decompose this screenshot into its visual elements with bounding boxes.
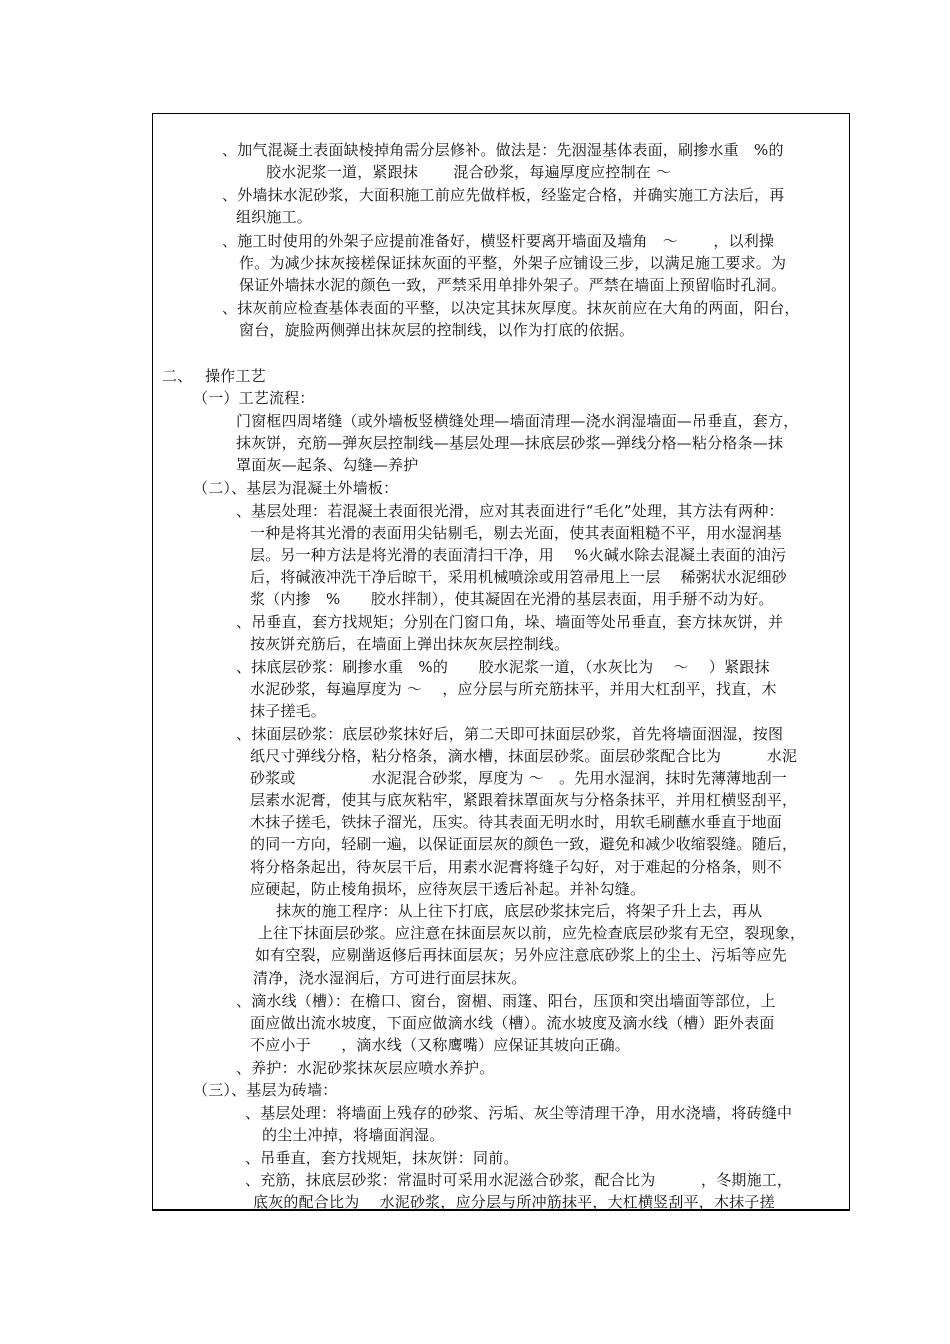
text-line: 组织施工。 — [236, 208, 313, 226]
text-line: 、基层处理：将墙面上残存的砂浆、污垢、灰尘等清理干净，用水浇墙，将砖缝中 — [245, 1104, 793, 1122]
text-line: 门窗框四周堵缝（或外墙板竖横缝处理—墙面清理—浇水润湿墙面—吊垂直，套方， — [236, 412, 799, 430]
text-line: 上往下抹面层砂浆。应注意在抹面层灰以前，应先检查底层砂浆有无空，裂现象， — [258, 924, 806, 942]
text-line: 、抹面层砂浆：底层砂浆抹好后，第二天即可抹面层砂浆，首先将墙面洇湿，按图 — [236, 725, 784, 743]
text-line: 清净，浇水湿润后，方可进行面层抹灰。 — [253, 969, 527, 987]
text-line: 面应做出流水坡度，下面应做滴水线（槽）。流水坡度及滴水线（槽）距外表面 — [250, 1014, 775, 1032]
text-line: 抹灰的施工程序：从上往下打底，底层砂浆抹完后，将架子升上去，再从 — [276, 902, 763, 920]
text-line: 、抹底层砂浆：刷掺水重 %的 胶水泥浆一道，（水灰比为 ～ ）紧跟抹 — [236, 658, 770, 676]
text-line: 抹灰饼，充筋—弹灰层控制线—基层处理—抹底层砂浆—弹线分格—粘分格条—抹 — [236, 434, 784, 452]
text-line: 后，将碱液冲洗干净后晾干，采用机械喷涂或用笤帚甩上一层 稀粥状水泥细砂 — [250, 568, 787, 586]
text-line: 、养护：水泥砂浆抹灰层应喷水养护。 — [236, 1059, 495, 1077]
text-line: 作。为减少抹灰接槎保证抹灰面的平整，外架子应铺设三步，以满足施工要求。为 — [239, 254, 787, 272]
text-line: 水泥砂浆，每遍厚度为 ～ ，应分层与所充筋抹平，并用大杠刮平，找直，木 — [250, 680, 777, 698]
text-line: 、滴水线（槽）：在檐口、窗台，窗楣、雨篷、阳台，压顶和突出墙面等部位，上 — [236, 992, 776, 1010]
subsection-heading: （三）、基层为砖墙： — [193, 1081, 338, 1099]
text-line: 、外墙抹水泥砂浆，大面积施工前应先做样板，经鉴定合格，并确实施工方法后，再 — [222, 186, 785, 204]
text-line: 木抹子搓毛，铁抹子溜光，压实。待其表面无明水时，用软毛刷蘸水垂直于地面 — [250, 813, 783, 831]
text-line: 层素水泥膏，使其与底灰粘牢，紧跟着抹罩面灰与分格条抹平，并用杠横竖刮平， — [250, 791, 798, 809]
text-line: 罩面灰—起条、勾缝—养护 — [236, 456, 419, 474]
text-line: 保证外墙抹水泥的颜色一致，严禁采用单排外架子。严禁在墙面上预留临时孔洞。 — [239, 276, 787, 294]
text-line: 一种是将其光滑的表面用尖钻剔毛，剔去光面，使其表面粗糙不平，用水湿润基 — [250, 524, 783, 542]
text-line: 的尘土冲掉，将墙面润湿。 — [262, 1126, 445, 1144]
text-line: 、充筋，抹底层砂浆：常温时可采用水泥滋合砂浆，配合比为 ，冬期施工， — [245, 1171, 793, 1189]
text-line: 、基层处理：若混凝土表面很光滑，应对其表面进行“毛化”处理，其方法有两种： — [236, 502, 784, 520]
text-line: 、吊垂直，套方找规矩；分别在门窗口角，垛、墙面等处吊垂直，套方抹灰饼，并 — [236, 613, 784, 631]
text-line: 抹子搓毛。 — [250, 702, 327, 720]
text-line: 、抹灰前应检查基体表面的平整，以决定其抹灰厚度。抹灰前应在大角的两面，阳台， — [222, 299, 800, 317]
text-line: 纸尺寸弹线分格，粘分格条，滴水槽，抹面层砂浆。面层砂浆配合比为 水泥 — [250, 747, 798, 765]
text-line: 不应小于 ，滴水线（又称鹰嘴）应保证其坡向正确。 — [250, 1036, 631, 1054]
text-line: 将分格条起出，待灰层干后，用素水泥膏将缝子勾好，对于难起的分格条，则不 — [250, 858, 783, 876]
text-line: 如有空裂，应剔凿返修后再抹面层灰；另外应注意底砂浆上的尘土、污垢等应先 — [255, 946, 788, 964]
section-heading: 二、 操作工艺 — [162, 367, 266, 385]
text-line: 砂浆或 水泥混合砂浆，厚度为 ～ 。先用水湿润，抹时先薄薄地刮一 — [250, 769, 787, 787]
text-line: 层。另一种方法是将光滑的表面清扫干净，用 %火碱水除去混凝土表面的油污 — [250, 546, 787, 564]
text-line: 应硬起，防止棱角损坏，应待灰层干透后补起。并补勾缝。 — [250, 880, 646, 898]
text-line: 、吊垂直，套方找规矩，抹灰饼：同前。 — [245, 1149, 519, 1167]
text-line: 浆（内掺 % 胶水拌制），使其凝固在光滑的基层表面，用手掰不动为好。 — [250, 590, 774, 608]
subsection-heading: （一）工艺流程： — [193, 389, 315, 407]
text-line: 、加气混凝土表面缺棱掉角需分层修补。做法是：先洇湿基体表面，刷掺水重 %的 — [222, 141, 784, 159]
text-line: 、施工时使用的外架子应提前准备好，横竖杆要离开墙面及墙角 ～ ，以利操 — [222, 232, 775, 250]
text-line: 按灰饼充筋后，在墙面上弹出抹灰灰层控制线。 — [250, 635, 570, 653]
text-line: 窗台，旋脸两侧弹出抹灰层的控制线，以作为打底的依据。 — [239, 321, 635, 339]
text-line: 底灰的配合比为 水泥砂浆，应分层与所冲筋抹平，大杠横竖刮平，木抹子搓 — [253, 1193, 775, 1211]
subsection-heading: （二）、基层为混凝土外墙板： — [193, 479, 399, 497]
text-line: 胶水泥浆一道，紧跟抹 混合砂浆，每遍厚度应控制在 ～ — [266, 163, 672, 181]
text-line: 的同一方向，轻刷一遍，以保证面层灰的颜色一致，避免和减少收缩裂缝。随后， — [250, 835, 798, 853]
